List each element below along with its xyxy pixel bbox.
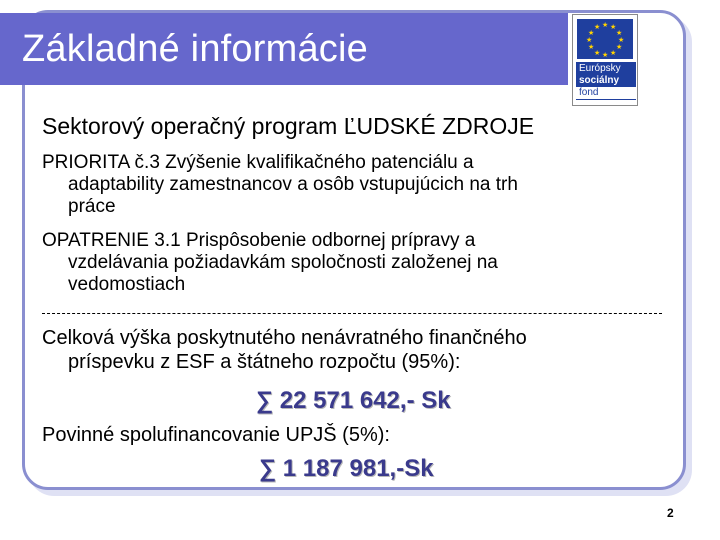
slide-title: Základné informácie bbox=[22, 28, 368, 70]
povinne-paragraph bbox=[42, 424, 662, 446]
opatrenie-paragraph bbox=[42, 230, 662, 296]
esf-logo bbox=[572, 14, 638, 106]
priorita-line: PRIORITA č.3 Zvýšenie kvalifikačného patenciálu a bbox=[42, 152, 474, 173]
page-number: 2 bbox=[667, 506, 674, 520]
logo-line-1: Európsky bbox=[579, 63, 621, 74]
celkova-paragraph bbox=[42, 326, 662, 374]
povinne-line: Povinné spolufinancovanie UPJŠ (5%): bbox=[42, 424, 390, 446]
dashed-separator bbox=[42, 313, 662, 314]
total-amount-esf: ∑ 22 571 642,- Sk bbox=[256, 387, 451, 414]
priorita-line: práce bbox=[68, 196, 116, 217]
celkova-line: príspevku z ESF a štátneho rozpočtu (95%): bbox=[68, 351, 461, 373]
opatrenie-line: vzdelávania požiadavkám spoločnosti založenej na bbox=[68, 252, 498, 273]
eu-flag-icon: ★ ★ ★ ★ ★ ★ ★ ★ ★ ★ ★ ★ bbox=[577, 19, 633, 59]
esf-logo-text bbox=[576, 62, 636, 100]
priorita-paragraph bbox=[42, 152, 662, 218]
opatrenie-line: OPATRENIE 3.1 Prispôsobenie odbornej prípravy a bbox=[42, 230, 476, 251]
logo-line-2: sociálny bbox=[579, 75, 620, 86]
opatrenie-line: vedomostiach bbox=[68, 274, 186, 295]
program-subtitle: Sektorový operačný program ĽUDSKÉ ZDROJE bbox=[42, 113, 535, 139]
celkova-line: Celková výška poskytnutého nenávratného finančného bbox=[42, 327, 527, 349]
priorita-line: adaptability zamestnancov a osôb vstupujúcich na trh bbox=[68, 174, 518, 195]
logo-line-3: fond bbox=[576, 87, 636, 99]
total-amount-upjs: ∑ 1 187 981,-Sk bbox=[259, 455, 434, 482]
